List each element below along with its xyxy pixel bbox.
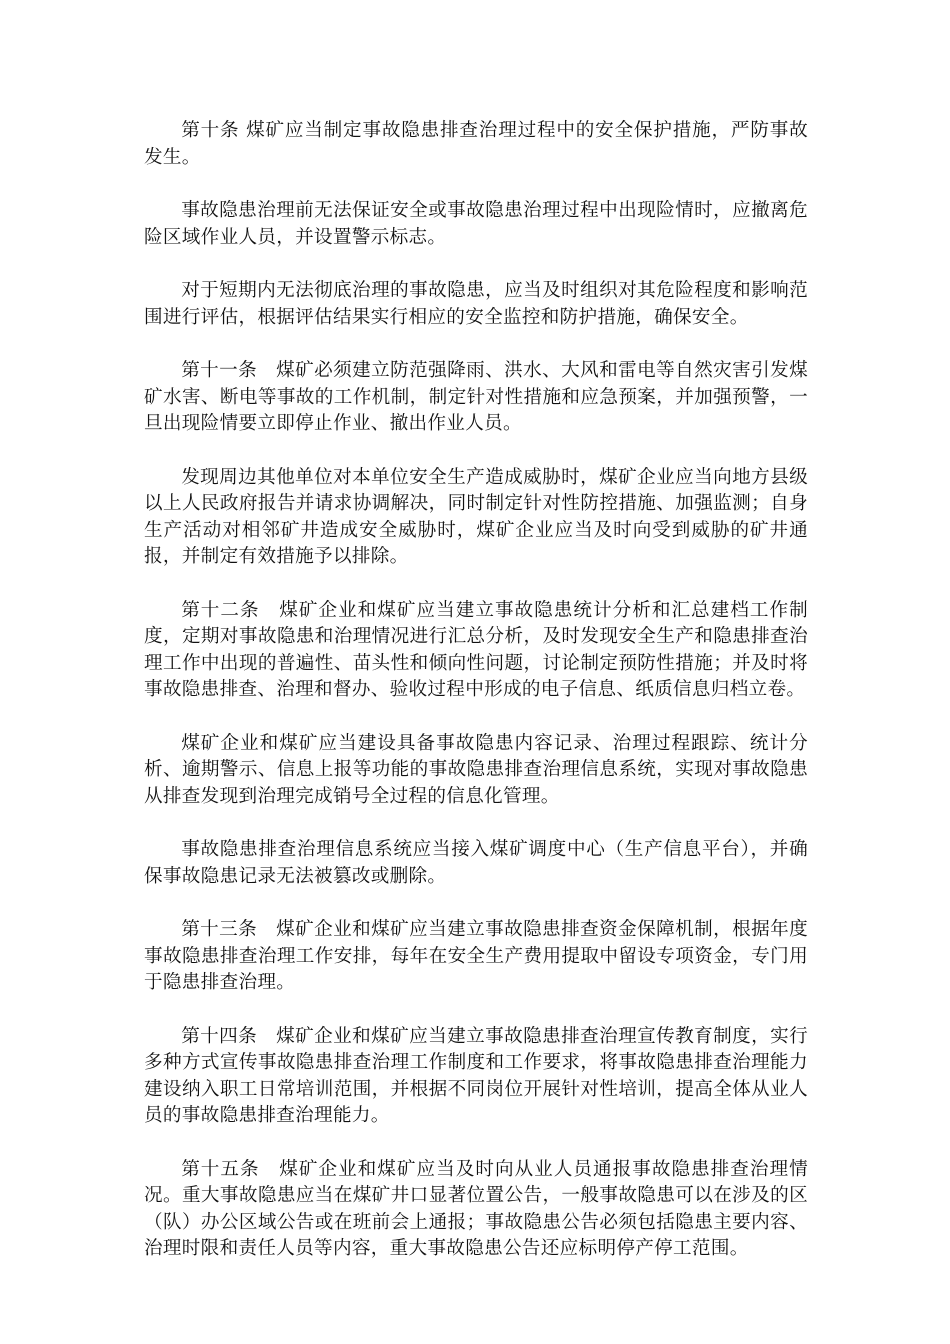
article-13-paragraph: 第十三条 煤矿企业和煤矿应当建立事故隐患排查资金保障机制，根据年度事故隐患排查治理工作安排，每年在安全生产费用提取中留设专项资金，专门用于隐患排查治理。 [144, 919, 808, 993]
article-12-clause-2: 煤矿企业和煤矿应当建设具备事故隐患内容记录、治理过程跟踪、统计分析、逾期警示、信息上报等功能的事故隐患排查治理信息系统，实现对事故隐患从排查发现到治理完成销号全过程的信息化管理。 [144, 732, 808, 807]
article-10-clause-2: 事故隐患治理前无法保证安全或事故隐患治理过程中出现险情时，应撤离危险区域作业人员，并设置警示标志。 [144, 200, 808, 248]
article-11-clause-2: 发现周边其他单位对本单位安全生产造成威胁时，煤矿企业应当向地方县级以上人民政府报告并请求协调解决，同时制定针对性防控措施、加强监测；自身生产活动对相邻矿井造成安全威胁时，煤矿企业应当及时向受到威胁的矿井通报，并制定有效措施予以排除。 [144, 466, 808, 567]
document-body [144, 118, 808, 1290]
article-12-paragraph: 第十二条 煤矿企业和煤矿应当建立事故隐患统计分析和汇总建档工作制度，定期对事故隐患和治理情况进行汇总分析，及时发现安全生产和隐患排查治理工作中出现的普遍性、苗头性和倾向性问题，讨论制定预防性措施；并及时将事故隐患排查、治理和督办、验收过程中形成的电子信息、纸质信息归档立卷。 [144, 599, 808, 700]
article-10-paragraph: 第十条 煤矿应当制定事故隐患排查治理过程中的安全保护措施，严防事故发生。 [144, 120, 808, 168]
article-15-paragraph: 第十五条 煤矿企业和煤矿应当及时向从业人员通报事故隐患排查治理情况。重大事故隐患应当在煤矿井口显著位置公告，一般事故隐患可以在涉及的区（队）办公区域公告或在班前会上通报；事故隐患公告必须包括隐患主要内容、治理时限和责任人员等内容，重大事故隐患公告还应标明停产停工范围。 [144, 1158, 808, 1259]
article-12-clause-3: 事故隐患排查治理信息系统应当接入煤矿调度中心（生产信息平台），并确保事故隐患记录无法被篡改或删除。 [144, 839, 808, 887]
article-14-paragraph: 第十四条 煤矿企业和煤矿应当建立事故隐患排查治理宣传教育制度，实行多种方式宣传事故隐患排查治理工作制度和工作要求，将事故隐患排查治理能力建设纳入职工日常培训范围，并根据不同岗位开展针对性培训，提高全体从业人员的事故隐患排查治理能力。 [144, 1025, 808, 1126]
article-11-paragraph: 第十一条 煤矿必须建立防范强降雨、洪水、大风和雷电等自然灾害引发煤矿水害、断电等事故的工作机制，制定针对性措施和应急预案，并加强预警，一旦出现险情要立即停止作业、撤出作业人员。 [144, 360, 808, 434]
article-10-clause-3: 对于短期内无法彻底治理的事故隐患，应当及时组织对其危险程度和影响范围进行评估，根据评估结果实行相应的安全监控和防护措施，确保安全。 [144, 280, 808, 328]
